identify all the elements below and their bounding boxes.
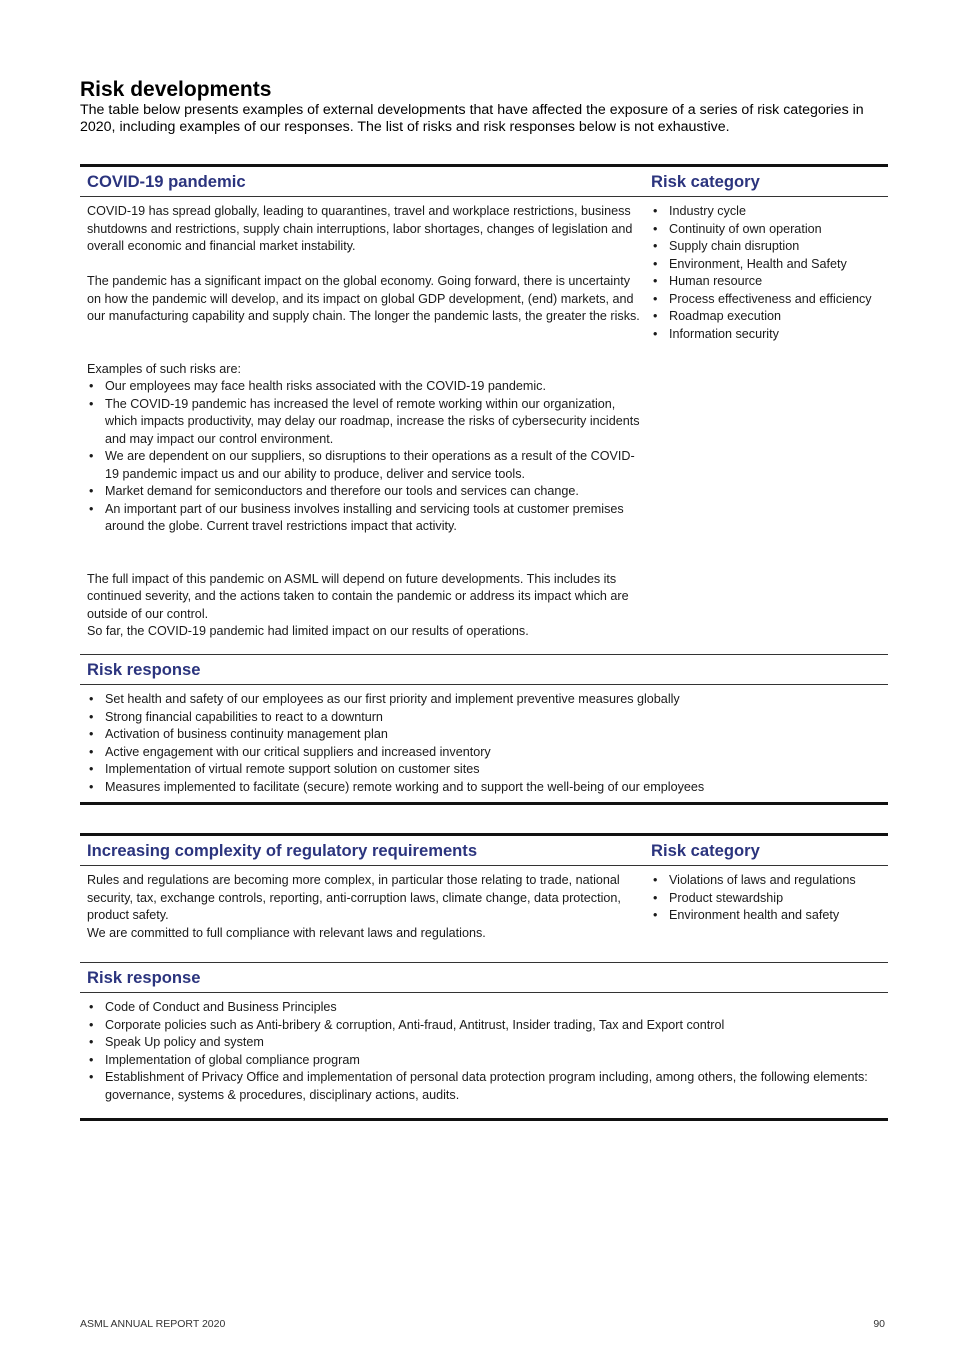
risk-category-list: [651, 872, 856, 925]
list-item: • Supply chain disruption: [651, 238, 872, 256]
list-item: • Speak Up policy and system: [87, 1034, 888, 1052]
list-item: • Set health and safety of our employees as our first priority and implement preventive measures globally: [87, 691, 888, 709]
risk-examples-list: [87, 378, 644, 536]
list-item: • Strong financial capabilities to react to a downturn: [87, 709, 888, 727]
list-item: • Information security: [651, 326, 872, 344]
paragraph: The full impact of this pandemic on ASML will depend on future developments. This includes its continued severity, and the actions taken to contain the pandemic or address its impact which are outside of our control.: [87, 571, 629, 621]
risk-category-heading: Risk category: [651, 171, 760, 191]
risk-category-heading: Risk category: [651, 840, 760, 860]
paragraph: We are committed to full compliance with relevant laws and regulations.: [87, 925, 486, 940]
regulatory-section: [80, 833, 888, 1121]
list-item: • Establishment of Privacy Office and implementation of personal data protection program including, among others, the following elements: governance, systems & procedures, disciplinary actions, audits.: [87, 1069, 888, 1104]
list-item: • Industry cycle: [651, 203, 872, 221]
list-item: • Activation of business continuity management plan: [87, 726, 888, 744]
list-item: • Environment health and safety: [651, 907, 856, 925]
paragraph: Examples of such risks are:: [87, 361, 241, 376]
list-item: • Human resource: [651, 273, 872, 291]
list-item: • Violations of laws and regulations: [651, 872, 856, 890]
list-item: • Active engagement with our critical suppliers and increased inventory: [87, 744, 888, 762]
risk-response-list: [87, 999, 888, 1104]
page-number: 90: [873, 1318, 885, 1330]
list-item: • Market demand for semiconductors and therefore our tools and services can change.: [87, 483, 644, 501]
risk-response-list: [87, 691, 888, 796]
list-item: • Process effectiveness and efficiency: [651, 291, 872, 309]
footer-report-name: ASML ANNUAL REPORT 2020: [80, 1318, 226, 1330]
list-item: • Continuity of own operation: [651, 221, 872, 239]
paragraph: The pandemic has a significant impact on the global economy. Going forward, there is uncertainty on how the pandemic will develop, and its impact on global GDP development, (end) markets, and our manufacturing capability and supply chain. The longer the pandemic lasts, the greater the risks.: [87, 274, 640, 323]
list-item: • Corporate policies such as Anti-bribery & corruption, Anti-fraud, Antitrust, Insider trading, Tax and Export control: [87, 1017, 888, 1035]
paragraph: Rules and regulations are becoming more complex, in particular those relating to trade, national security, tax, exchange controls, reporting, anti-corruption laws, climate change, data protection, product safety.: [87, 873, 621, 922]
intro-text: The table below presents examples of external developments that have affected the exposure of a series of risk categories in 2020, including examples of our responses. The list of risks and risk responses below is not exhaustive.: [80, 102, 864, 135]
list-item: • Our employees may face health risks associated with the COVID-19 pandemic.: [87, 378, 644, 396]
risk-response-heading: Risk response: [80, 654, 888, 685]
list-item: • Roadmap execution: [651, 308, 872, 326]
section-heading: Increasing complexity of regulatory requirements: [87, 840, 478, 860]
list-item: • Implementation of virtual remote support solution on customer sites: [87, 761, 888, 779]
risk-response-heading: Risk response: [80, 962, 888, 993]
list-item: • We are dependent on our suppliers, so disruptions to their operations as a result of the COVID-19 pandemic impact us and our ability to produce, deliver and service tools.: [87, 448, 644, 483]
list-item: • The COVID-19 pandemic has increased the level of remote working within our organization, which impacts productivity, may delay our roadmap, increase the risks of cybersecurity incidents and may impact our control environment.: [87, 396, 644, 449]
list-item: • An important part of our business involves installing and servicing tools at customer premises around the globe. Current travel restrictions impact that activity.: [87, 501, 644, 536]
covid-section: [80, 164, 888, 805]
list-item: • Code of Conduct and Business Principles: [87, 999, 888, 1017]
paragraph: So far, the COVID-19 pandemic had limited impact on our results of operations.: [87, 624, 529, 638]
list-item: • Implementation of global compliance program: [87, 1052, 888, 1070]
paragraph: COVID-19 has spread globally, leading to quarantines, travel and workplace restrictions, business shutdowns and restrictions, supply chain interruptions, labor shortages, changes of legislation and overall economic and financial market instability.: [87, 204, 633, 253]
section-heading: COVID-19 pandemic: [87, 171, 246, 191]
page-title: Risk developments: [80, 78, 272, 101]
risk-category-list: [651, 203, 872, 343]
list-item: • Measures implemented to facilitate (secure) remote working and to support the well-being of our employees: [87, 779, 888, 797]
list-item: • Product stewardship: [651, 890, 856, 908]
list-item: • Environment, Health and Safety: [651, 256, 872, 274]
